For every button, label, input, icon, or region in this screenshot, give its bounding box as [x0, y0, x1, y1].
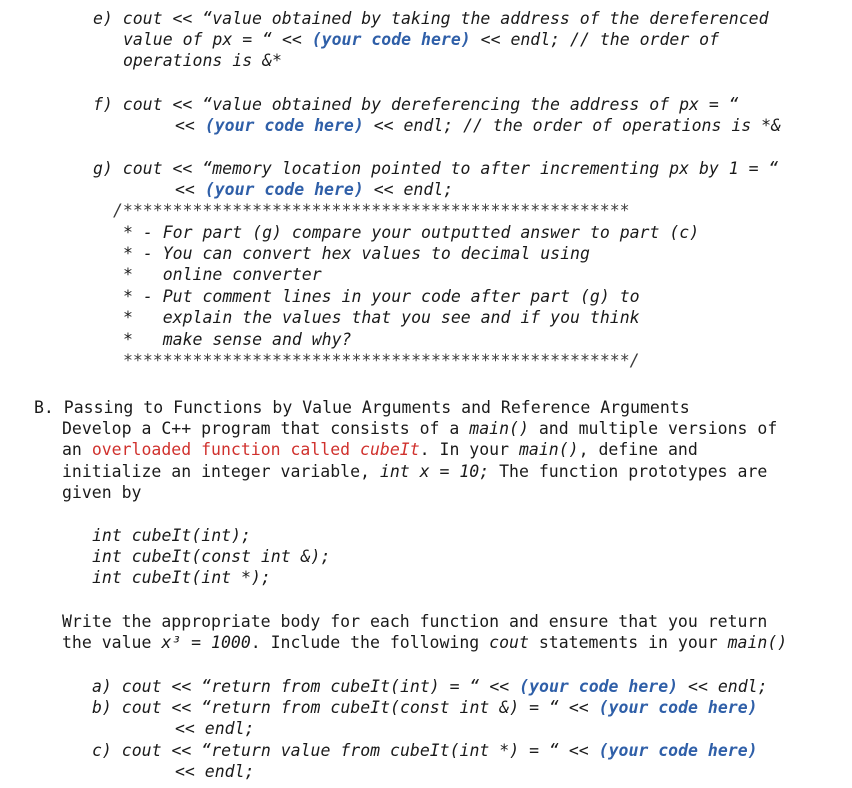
section-b-title: B. Passing to Functions by Value Arguments and Reference Arguments: [34, 398, 690, 417]
cout-ref: cout: [489, 633, 529, 652]
prototype: int cubeIt(int);: [92, 526, 251, 545]
para-text: , define and: [578, 440, 698, 459]
para-text: an: [62, 440, 92, 459]
item-b-code-placeholder: (your code here): [598, 698, 758, 717]
section-b-para1-line3: [62, 461, 767, 482]
item-f-text-end: << endl; // the order of operations is *&: [363, 116, 781, 135]
main-function-ref: main(): [518, 440, 579, 459]
prototype: int cubeIt(int *);: [92, 568, 271, 587]
item-f-line1: f) cout << “value obtained by dereferencing the address of px = “: [93, 95, 739, 114]
section-b-para1-line1: [62, 418, 777, 439]
item-g-line2: [175, 179, 453, 200]
variable-declaration: int x = 10;: [379, 462, 490, 481]
main-function-ref: main(): [727, 633, 788, 652]
item-e-line1: e) cout << “value obtained by taking the address of the dereferenced: [93, 9, 769, 28]
item-c-text: c) cout << “return value from cubeIt(int *) = “ <<: [92, 741, 599, 760]
comment-close: ***************************************************/: [123, 351, 640, 370]
item-b-text: b) cout << “return from cubeIt(const int &) = “ <<: [92, 698, 599, 717]
para-text: The function prototypes are: [489, 462, 768, 481]
item-f-code-placeholder: (your code here): [204, 116, 364, 135]
item-e-line3: operations is &*: [123, 51, 282, 70]
item-e-code-placeholder: (your code here): [311, 30, 471, 49]
comment-open: /***************************************************: [113, 201, 630, 220]
section-b-para2-line2: [62, 632, 787, 653]
section-b-para1-line2: [62, 439, 698, 460]
cubeit-highlight: cubeIt: [360, 440, 420, 459]
item-a: [92, 676, 768, 697]
item-e-text-end: << endl; // the order of: [470, 30, 720, 49]
item-g-text-end: << endl;: [363, 180, 454, 199]
para-text: Develop a C++ program that consists of a: [62, 419, 470, 438]
prototype: int cubeIt(const int &);: [92, 547, 331, 566]
item-g-text: <<: [175, 180, 205, 199]
item-c-code-placeholder: (your code here): [598, 741, 758, 760]
item-c: [92, 740, 758, 761]
item-e-line2: [123, 29, 719, 50]
comment-line: * - For part (g) compare your outputted answer to part (c): [123, 223, 700, 242]
cube-value: x³ = 1000: [161, 633, 251, 652]
comment-line: * explain the values that you see and if you think: [123, 308, 640, 327]
item-a-code-placeholder: (your code here): [519, 677, 679, 696]
para-text: statements in your: [528, 633, 728, 652]
item-b: [92, 697, 758, 718]
item-g-line1: g) cout << “memory location pointed to after incrementing px by 1 = “: [93, 159, 779, 178]
item-f-text: <<: [175, 116, 205, 135]
comment-line: * - You can convert hex values to decimal using: [123, 244, 590, 263]
item-f-line2: [175, 115, 781, 136]
section-b-para1-line4: given by: [62, 483, 142, 502]
para-text: and multiple versions of: [528, 419, 778, 438]
item-a-text: a) cout << “return from cubeIt(int) = “ <<: [92, 677, 520, 696]
item-b-continuation: << endl;: [175, 719, 255, 738]
section-b-para2-line1: Write the appropriate body for each function and ensure that you return: [62, 612, 768, 631]
comment-line: * - Put comment lines in your code after part (g) to: [123, 287, 640, 306]
item-e-text: value of px = “ <<: [123, 30, 312, 49]
item-g-code-placeholder: (your code here): [204, 180, 364, 199]
main-function-ref: main(): [469, 419, 529, 438]
item-c-continuation: << endl;: [175, 762, 255, 781]
comment-line: * online converter: [123, 265, 322, 284]
para-text: . In your: [419, 440, 519, 459]
para-text: the value: [62, 633, 162, 652]
para-text: . Include the following: [250, 633, 490, 652]
overloaded-highlight: overloaded function called: [91, 440, 361, 459]
item-a-text-end: << endl;: [678, 677, 768, 696]
para-text: initialize an integer variable,: [62, 462, 380, 481]
comment-line: * make sense and why?: [123, 330, 352, 349]
